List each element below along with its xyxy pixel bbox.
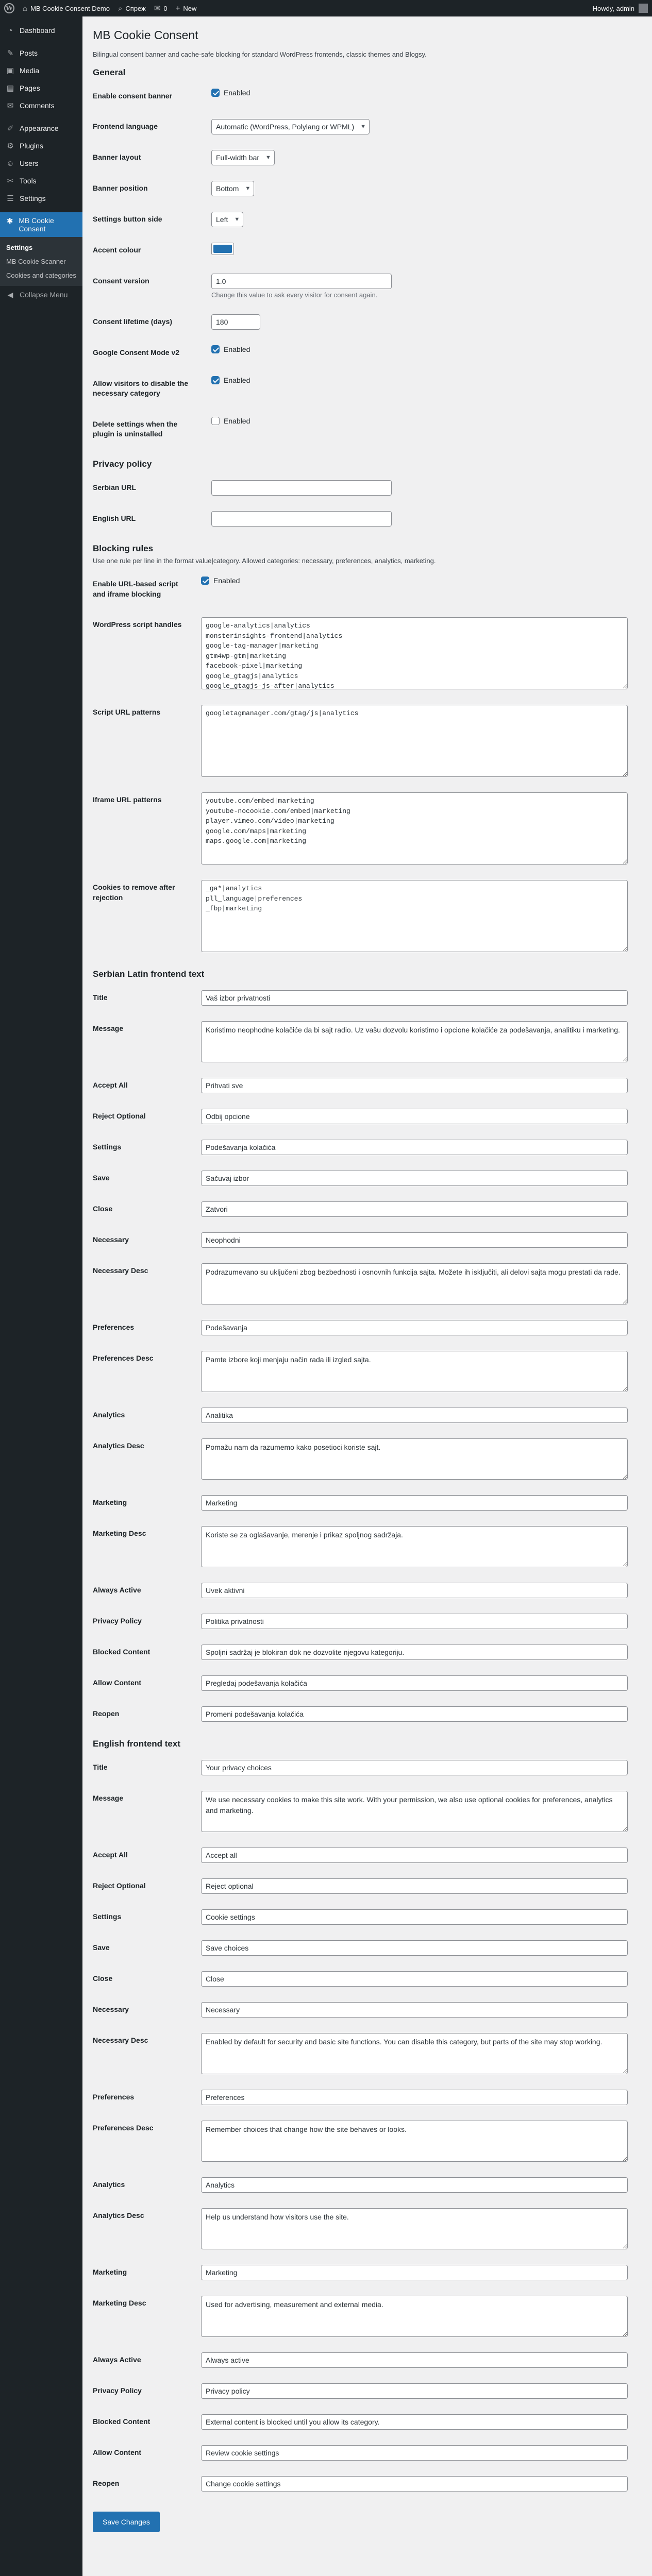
english-accept-all-label: Accept All <box>93 1851 128 1859</box>
admin-sidebar <box>0 16 82 2576</box>
media-icon: ▣ <box>6 66 14 75</box>
account-menu[interactable] <box>589 0 652 16</box>
serbian-necessary-desc-label: Necessary Desc <box>93 1266 148 1275</box>
english-blocked-content-input[interactable] <box>201 2414 628 2430</box>
english-reopen-label: Reopen <box>93 2479 120 2488</box>
blocking-heading: Blocking rules <box>93 544 154 554</box>
comments-count: 0 <box>163 4 168 12</box>
english-reject-optional-label: Reject Optional <box>93 1882 146 1890</box>
english-allow-content-label: Allow Content <box>93 2448 142 2457</box>
settings-button-side-value: Left <box>216 215 228 224</box>
sidebar-item-posts[interactable] <box>0 44 82 62</box>
script-handles-textarea[interactable] <box>201 617 628 689</box>
delete-settings-label: Delete settings when the plugin is uninstalled <box>93 419 178 438</box>
serbian-analytics-label: Analytics <box>93 1411 125 1419</box>
english-text-heading: English frontend text <box>93 1739 180 1749</box>
serbian-allow-content-input[interactable] <box>201 1675 628 1691</box>
english-marketing-desc-label: Marketing Desc <box>93 2299 146 2308</box>
english-necessary-desc-label: Necessary Desc <box>93 2036 148 2045</box>
frontend-language-label: Frontend language <box>93 122 158 131</box>
sidebar-item-label: Appearance <box>20 124 59 132</box>
user-icon: ☺ <box>6 159 14 168</box>
serbian-always-active-label: Always Active <box>93 1586 141 1595</box>
serbian-necessary-input[interactable] <box>201 1232 628 1248</box>
serbian-blocked-content-label: Blocked Content <box>93 1648 151 1656</box>
english-necessary-label: Necessary <box>93 2005 129 2014</box>
consent-version-description: Change this value to ask every visitor for consent again. <box>211 291 378 299</box>
cookies-remove-label: Cookies to remove after rejection <box>93 883 175 902</box>
english-privacy-policy-input[interactable] <box>201 2383 628 2399</box>
sidebar-item-comments[interactable] <box>0 97 82 114</box>
script-url-patterns-label: Script URL patterns <box>93 708 161 717</box>
search-label: Спреж <box>125 4 146 12</box>
serbian-message-label: Message <box>93 1024 124 1033</box>
english-analytics-desc-textarea[interactable] <box>201 2208 628 2249</box>
search-icon: ⌕ <box>118 4 123 13</box>
menu-separator <box>0 39 82 44</box>
english-preferences-input[interactable] <box>201 2090 628 2105</box>
sidebar-item-label: Tools <box>20 177 37 185</box>
enable-blocking-checkbox[interactable] <box>201 577 209 585</box>
serbian-settings-input[interactable] <box>201 1140 628 1155</box>
sidebar-item-label: Users <box>20 159 39 167</box>
home-icon: ⌂ <box>23 4 28 13</box>
settings-icon: ☰ <box>7 194 14 203</box>
serbian-save-input[interactable] <box>201 1171 628 1186</box>
script-url-patterns-textarea[interactable] <box>201 705 628 777</box>
serbian-title-label: Title <box>93 993 108 1002</box>
english-url-label: English URL <box>93 514 136 523</box>
page-intro: Bilingual consent banner and cache-safe blocking for standard WordPress frontends, classic themes and Blogsy. <box>93 50 427 58</box>
admin-bar-search[interactable] <box>114 0 150 16</box>
serbian-necessary-label: Necessary <box>93 1235 129 1244</box>
sidebar-item-label: Media <box>20 66 40 75</box>
allow-disable-necessary-label: Allow visitors to disable the necessary category <box>93 379 189 398</box>
sidebar-item-label: Plugins <box>20 142 43 150</box>
accent-colour-picker[interactable] <box>211 243 234 255</box>
submenu <box>0 237 82 286</box>
english-settings-input[interactable] <box>201 1909 628 1925</box>
submenu-item-mb-cookie-scanner[interactable]: MB Cookie Scanner <box>6 258 66 265</box>
google-consent-checkbox[interactable] <box>211 345 220 353</box>
pin-icon: ✎ <box>7 49 14 58</box>
serbian-marketing-input[interactable] <box>201 1495 628 1511</box>
howdy-text: Howdy, admin <box>592 4 634 12</box>
serbian-reopen-input[interactable] <box>201 1706 628 1722</box>
english-analytics-input[interactable] <box>201 2177 628 2193</box>
english-message-label: Message <box>93 1794 124 1803</box>
english-title-input[interactable] <box>201 1760 628 1775</box>
serbian-preferences-label: Preferences <box>93 1323 135 1332</box>
enable-banner-text: Enabled <box>224 88 250 97</box>
allow-disable-necessary-checkbox[interactable] <box>211 376 220 384</box>
banner-layout-label: Banner layout <box>93 153 141 162</box>
serbian-text-table <box>93 982 633 1730</box>
sidebar-item-dashboard[interactable] <box>0 22 82 39</box>
enable-blocking-label: Enable URL-based script and iframe blocking <box>93 580 178 598</box>
collapse-menu-button[interactable] <box>0 286 82 303</box>
serbian-preferences-desc-textarea[interactable] <box>201 1351 628 1392</box>
consent-lifetime-input[interactable] <box>211 314 260 330</box>
serbian-reopen-label: Reopen <box>93 1709 120 1718</box>
serbian-blocked-content-input[interactable] <box>201 1645 628 1660</box>
general-heading: General <box>93 67 126 77</box>
serbian-preferences-desc-label: Preferences Desc <box>93 1354 154 1363</box>
collapse-menu-label: Collapse Menu <box>20 291 68 299</box>
privacy-settings-table <box>93 472 633 534</box>
serbian-allow-content-label: Allow Content <box>93 1679 142 1687</box>
serbian-message-textarea[interactable] <box>201 1021 628 1062</box>
english-preferences-desc-textarea[interactable] <box>201 2121 628 2162</box>
english-always-active-label: Always Active <box>93 2355 141 2364</box>
serbian-privacy-policy-input[interactable] <box>201 1614 628 1629</box>
serbian-analytics-desc-label: Analytics Desc <box>93 1442 144 1450</box>
collapse-icon: ◀ <box>7 290 13 299</box>
main-content <box>93 16 641 2532</box>
privacy-heading: Privacy policy <box>93 459 152 469</box>
cookie-icon: ✱ <box>6 217 13 226</box>
sidebar-item-users[interactable] <box>0 155 82 172</box>
menu-separator <box>0 114 82 120</box>
enable-blocking-text: Enabled <box>213 577 240 585</box>
english-reject-optional-input[interactable] <box>201 1878 628 1894</box>
submenu-item-settings[interactable]: Settings <box>6 244 33 251</box>
brush-icon: ✐ <box>7 124 14 133</box>
banner-position-label: Banner position <box>93 184 148 193</box>
new-content-menu[interactable] <box>172 0 201 16</box>
avatar <box>639 4 648 13</box>
english-reopen-input[interactable] <box>201 2476 628 2492</box>
serbian-reject-optional-label: Reject Optional <box>93 1112 146 1121</box>
english-close-label: Close <box>93 1974 113 1983</box>
english-analytics-label: Analytics <box>93 2180 125 2189</box>
sidebar-item-tools[interactable] <box>0 172 82 190</box>
english-save-label: Save <box>93 1943 110 1952</box>
sidebar-item-label: MB Cookie Consent <box>19 216 54 233</box>
iframe-url-patterns-textarea[interactable] <box>201 792 628 865</box>
serbian-settings-label: Settings <box>93 1143 122 1151</box>
serbian-accept-all-label: Accept All <box>93 1081 128 1090</box>
consent-version-label: Consent version <box>93 277 149 285</box>
serbian-marketing-desc-textarea[interactable] <box>201 1526 628 1567</box>
english-accept-all-input[interactable] <box>201 1848 628 1863</box>
english-marketing-input[interactable] <box>201 2265 628 2280</box>
english-message-textarea[interactable] <box>201 1791 628 1832</box>
banner-position-value: Bottom <box>216 184 239 193</box>
delete-settings-text: Enabled <box>224 416 250 425</box>
serbian-marketing-label: Marketing <box>93 1498 127 1507</box>
comment-icon: ✉ <box>7 101 14 110</box>
settings-button-side-select[interactable] <box>211 212 243 227</box>
sidebar-item-label: Pages <box>20 84 40 92</box>
blocking-description: Use one rule per line in the format value|category. Allowed categories: necessary, preferences, analytics, marketing. <box>93 557 436 565</box>
admin-bar <box>0 0 652 16</box>
frontend-language-value: Automatic (WordPress, Polylang or WPML) <box>216 123 355 131</box>
gauge-icon: ◔ <box>8 26 13 35</box>
new-label: New <box>183 4 197 12</box>
serbian-close-label: Close <box>93 1205 113 1213</box>
sidebar-item-media[interactable] <box>0 62 82 79</box>
plug-icon: ⚙ <box>7 142 14 150</box>
accent-colour-swatch <box>213 245 232 253</box>
sidebar-item-label: Comments <box>20 101 55 110</box>
general-settings-table <box>93 81 633 450</box>
serbian-privacy-policy-label: Privacy Policy <box>93 1617 142 1625</box>
english-necessary-input[interactable] <box>201 2002 628 2018</box>
enable-banner-checkbox[interactable] <box>211 89 220 97</box>
wrench-icon: ✂ <box>7 177 14 185</box>
english-preferences-desc-label: Preferences Desc <box>93 2124 154 2132</box>
cookies-remove-textarea[interactable] <box>201 880 628 952</box>
english-url-input[interactable] <box>211 511 392 527</box>
allow-disable-necessary-text: Enabled <box>224 376 250 384</box>
sidebar-item-label: Dashboard <box>20 26 55 35</box>
serbian-marketing-desc-label: Marketing Desc <box>93 1529 146 1538</box>
comments-menu[interactable] <box>150 0 172 16</box>
english-title-label: Title <box>93 1763 108 1772</box>
wp-logo-menu[interactable] <box>0 0 19 16</box>
sidebar-item-pages[interactable] <box>0 79 82 97</box>
blocking-settings-table <box>93 569 633 960</box>
banner-position-select[interactable] <box>211 181 254 196</box>
chevron-down-icon: ▼ <box>265 155 271 161</box>
english-allow-content-input[interactable] <box>201 2445 628 2461</box>
english-text-table <box>93 1752 633 2499</box>
sidebar-item-label: Posts <box>20 49 38 57</box>
serbian-reject-optional-input[interactable] <box>201 1109 628 1124</box>
chevron-down-icon: ▼ <box>234 216 240 223</box>
delete-settings-checkbox[interactable] <box>211 417 220 425</box>
page-title: MB Cookie Consent <box>93 28 198 42</box>
banner-layout-value: Full-width bar <box>216 154 260 162</box>
chevron-down-icon: ▼ <box>245 185 251 192</box>
serbian-always-active-input[interactable] <box>201 1583 628 1598</box>
site-name-menu[interactable] <box>19 0 114 16</box>
iframe-url-patterns-label: Iframe URL patterns <box>93 795 162 804</box>
menu-separator <box>0 207 82 212</box>
english-preferences-label: Preferences <box>93 2093 135 2102</box>
submenu-item-cookies-and-categories[interactable]: Cookies and categories <box>6 272 76 279</box>
wordpress-logo-icon: W <box>4 3 14 13</box>
comment-icon: ✉ <box>154 4 161 13</box>
english-blocked-content-label: Blocked Content <box>93 2417 151 2426</box>
serbian-title-input[interactable] <box>201 990 628 1006</box>
serbian-necessary-desc-textarea[interactable] <box>201 1263 628 1304</box>
english-marketing-desc-textarea[interactable] <box>201 2296 628 2337</box>
plus-icon: + <box>175 4 180 13</box>
serbian-accept-all-input[interactable] <box>201 1078 628 1093</box>
english-privacy-policy-label: Privacy Policy <box>93 2386 142 2395</box>
accent-colour-label: Accent colour <box>93 246 141 255</box>
english-analytics-desc-label: Analytics Desc <box>93 2211 144 2220</box>
sidebar-item-plugins[interactable] <box>0 137 82 155</box>
serbian-url-label: Serbian URL <box>93 483 137 492</box>
site-name: MB Cookie Consent Demo <box>30 4 110 12</box>
english-settings-label: Settings <box>93 1912 122 1921</box>
consent-version-input[interactable] <box>211 274 392 289</box>
sidebar-item-label: Settings <box>20 194 46 202</box>
english-marketing-label: Marketing <box>93 2268 127 2277</box>
banner-layout-select[interactable] <box>211 150 275 165</box>
sidebar-item-settings[interactable] <box>0 190 82 207</box>
serbian-analytics-desc-textarea[interactable] <box>201 1438 628 1480</box>
english-always-active-input[interactable] <box>201 2352 628 2368</box>
enable-banner-label: Enable consent banner <box>93 91 173 100</box>
serbian-text-heading: Serbian Latin frontend text <box>93 969 205 979</box>
sidebar-item-appearance[interactable] <box>0 120 82 137</box>
english-close-input[interactable] <box>201 1971 628 1987</box>
english-necessary-desc-textarea[interactable] <box>201 2033 628 2074</box>
frontend-language-select[interactable] <box>211 119 370 134</box>
settings-button-side-label: Settings button side <box>93 215 162 224</box>
serbian-save-label: Save <box>93 1174 110 1182</box>
page-icon: ▤ <box>6 84 14 93</box>
english-save-input[interactable] <box>201 1940 628 1956</box>
google-consent-text: Enabled <box>224 345 250 354</box>
save-changes-button[interactable]: Save Changes <box>93 2512 160 2532</box>
serbian-analytics-input[interactable] <box>201 1408 628 1423</box>
chevron-down-icon: ▼ <box>360 124 366 130</box>
google-consent-label: Google Consent Mode v2 <box>93 348 180 357</box>
sidebar-item-mb-cookie-consent[interactable] <box>0 212 82 237</box>
consent-lifetime-label: Consent lifetime (days) <box>93 317 173 326</box>
admin-menu <box>0 22 82 303</box>
script-handles-label: WordPress script handles <box>93 620 182 629</box>
serbian-preferences-input[interactable] <box>201 1320 628 1335</box>
serbian-url-input[interactable] <box>211 480 392 496</box>
serbian-close-input[interactable] <box>201 1201 628 1217</box>
